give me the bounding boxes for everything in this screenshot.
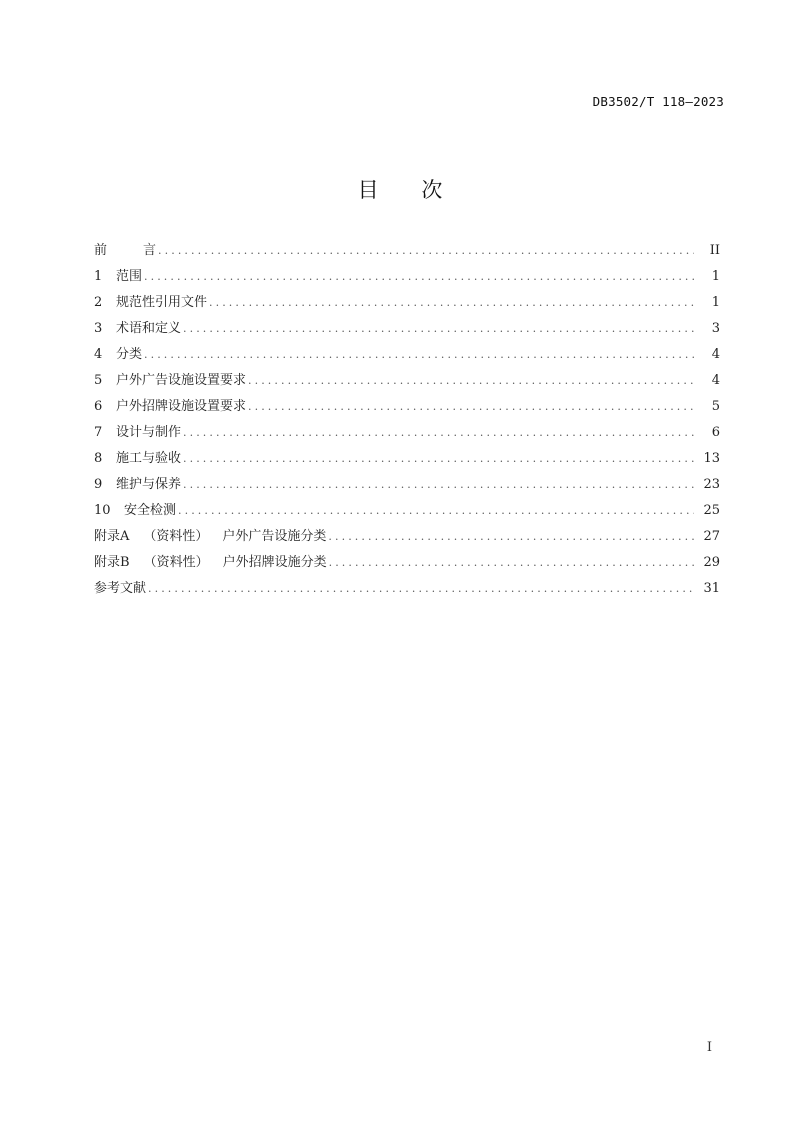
leader-dots (248, 396, 694, 418)
leader-dots (158, 240, 694, 262)
toc-entry-text: 户外广告设施分类 (222, 529, 327, 544)
leader-dots (144, 344, 694, 366)
preface-char-1: 前 (94, 243, 108, 258)
toc-entry-page: 1 (711, 269, 720, 284)
toc-entry-text: 户外招牌设施设置要求 (116, 399, 247, 414)
page-number: I (706, 1040, 712, 1055)
toc-entry-page: 6 (711, 425, 720, 440)
toc-entry-number: 6 (94, 399, 103, 414)
leader-dots (183, 448, 694, 470)
toc-entry-page: 4 (711, 347, 720, 362)
leader-dots (329, 552, 694, 574)
toc-entry-number: 7 (94, 425, 103, 440)
toc-entry-label (94, 500, 178, 522)
leader-dots (178, 500, 694, 522)
toc-entry-number: 5 (94, 373, 103, 388)
toc-entry-label (94, 474, 183, 496)
toc-entry-page: 23 (703, 477, 720, 492)
toc-entry-4[interactable] (94, 344, 720, 370)
toc-entry-number: 3 (94, 321, 103, 336)
leader-dots (148, 578, 694, 600)
toc-entry-number: 4 (94, 347, 103, 362)
toc-entry-7[interactable] (94, 422, 720, 448)
toc-entry-label (94, 422, 183, 444)
table-of-contents (94, 240, 720, 604)
toc-entry-text: 维护与保养 (116, 477, 182, 492)
toc-entry-text: 范围 (116, 269, 143, 284)
leader-dots (209, 292, 694, 314)
toc-entry-label (94, 396, 248, 418)
toc-entry-label (94, 370, 248, 392)
toc-entry-number: 1 (94, 269, 103, 284)
toc-entry-label (94, 292, 209, 314)
leader-dots (328, 526, 694, 548)
toc-entry-5[interactable] (94, 370, 720, 396)
annex-number: 附录B (94, 555, 130, 570)
toc-entry-label (94, 526, 328, 548)
toc-entry-text: 术语和定义 (116, 321, 182, 336)
toc-entry-text: 户外广告设施设置要求 (116, 373, 247, 388)
toc-entry-bibliography[interactable] (94, 578, 720, 604)
leader-dots (183, 318, 694, 340)
toc-entry-9[interactable] (94, 474, 720, 500)
toc-entry-text: 规范性引用文件 (116, 295, 208, 310)
toc-entry-text: 户外招牌设施分类 (222, 555, 327, 570)
toc-entry-label (94, 552, 329, 574)
toc-entry-page: 3 (711, 321, 720, 336)
toc-entry-number: 8 (94, 451, 103, 466)
toc-entry-page: 5 (711, 399, 720, 414)
toc-entry-number: 9 (94, 477, 103, 492)
toc-entry-label (94, 240, 158, 262)
toc-entry-2[interactable] (94, 292, 720, 318)
toc-entry-text: 施工与验收 (116, 451, 182, 466)
leader-dots (248, 370, 694, 392)
toc-title: 目 次 (357, 178, 461, 202)
toc-entry-annex-a[interactable] (94, 526, 720, 552)
toc-entry-label (94, 344, 144, 366)
toc-entry-1[interactable] (94, 266, 720, 292)
toc-entry-3[interactable] (94, 318, 720, 344)
leader-dots (183, 474, 694, 496)
toc-entry-page: 1 (711, 295, 720, 310)
toc-entry-page: 4 (711, 373, 720, 388)
toc-entry-page: 13 (703, 451, 720, 466)
toc-entry-preface[interactable] (94, 240, 720, 266)
toc-entry-label (94, 266, 144, 288)
toc-entry-label (94, 318, 183, 340)
toc-entry-text: 设计与制作 (116, 425, 182, 440)
toc-entry-10[interactable] (94, 500, 720, 526)
toc-entry-annex-b[interactable] (94, 552, 720, 578)
toc-entry-label (94, 578, 148, 600)
annex-number: 附录A (94, 529, 130, 544)
document-code: DB3502/T 118—2023 (592, 94, 724, 109)
toc-entry-8[interactable] (94, 448, 720, 474)
annex-type: （资料性） (143, 529, 209, 544)
toc-entry-text: 安全检测 (124, 503, 177, 518)
leader-dots (183, 422, 694, 444)
toc-entry-text: 分类 (116, 347, 143, 362)
toc-entry-page: 27 (703, 529, 720, 544)
toc-entry-text: 参考文献 (94, 581, 147, 596)
toc-entry-label (94, 448, 183, 470)
leader-dots (144, 266, 694, 288)
toc-entry-number: 10 (94, 503, 111, 518)
toc-entry-page: 31 (703, 581, 720, 596)
preface-char-2: 言 (143, 243, 157, 258)
annex-type: （资料性） (143, 555, 209, 570)
toc-entry-number: 2 (94, 295, 103, 310)
toc-entry-page: 29 (703, 555, 720, 570)
toc-entry-page: II (709, 243, 720, 258)
toc-entry-6[interactable] (94, 396, 720, 422)
toc-entry-page: 25 (703, 503, 720, 518)
